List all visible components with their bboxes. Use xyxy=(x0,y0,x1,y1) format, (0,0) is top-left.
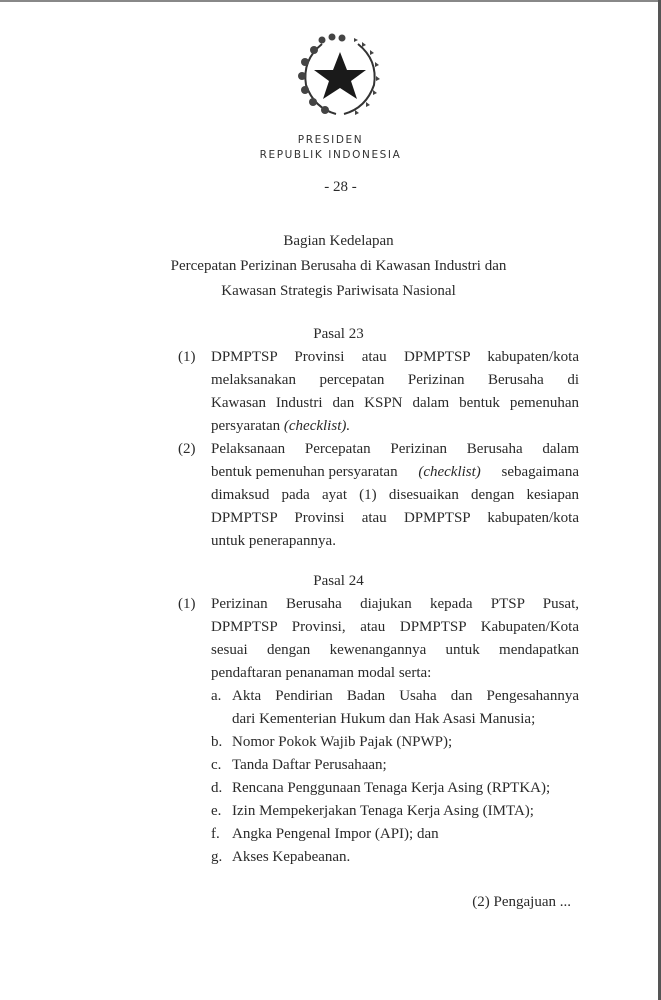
list-item xyxy=(211,800,579,823)
page-continuation: (2) Pengajuan ... xyxy=(472,894,571,910)
paragraph-number: (2) xyxy=(178,441,196,457)
section-subtitle-line: Percepatan Perizinan Berusaha di Kawasan Industri dan xyxy=(170,258,507,274)
header-presiden: PRESIDEN xyxy=(297,134,364,146)
page-number: - 28 - xyxy=(324,179,357,195)
paragraph-number: (1) xyxy=(178,596,196,612)
text-line: Perizinan Berusaha diajukan kepada PTSP Pusat, xyxy=(211,596,579,612)
paragraph-number: (1) xyxy=(178,349,196,365)
pasal-24-title: Pasal 24 xyxy=(313,573,364,589)
italic-term: (checklist) xyxy=(418,464,481,480)
text-line: Kawasan Industri dan KSPN dalam bentuk pemenuhan xyxy=(211,395,579,411)
text-line: melaksanakan percepatan Perizinan Berusaha di xyxy=(211,372,579,388)
list-label: e. xyxy=(211,803,222,819)
text-line: DPMPTSP Provinsi, atau DPMPTSP Kabupaten/Kota xyxy=(211,619,579,635)
list-label: b. xyxy=(211,734,223,750)
text-line: dimaksud pada ayat (1) disesuaikan dengan kesiapan xyxy=(211,487,579,503)
list-item-text: Izin Mempekerjakan Tenaga Kerja Asing (IMTA); xyxy=(232,803,534,819)
pasal-24-paragraph-1 xyxy=(178,593,579,685)
list-item xyxy=(211,731,579,754)
list-label: a. xyxy=(211,688,222,704)
document-body xyxy=(0,230,661,914)
italic-term: (checklist). xyxy=(283,418,351,434)
list-item xyxy=(211,846,579,869)
list-item-line: dari Kementerian Hukum dan Hak Asasi Manusia; xyxy=(232,711,536,727)
text-line: DPMPTSP Provinsi atau DPMPTSP kabupaten/kota xyxy=(211,510,579,526)
pasal-23-paragraph-1 xyxy=(178,346,579,438)
list-item xyxy=(211,685,579,731)
list-item-text: Angka Pengenal Impor (API); dan xyxy=(232,826,439,842)
header-republik-indonesia: REPUBLIK INDONESIA xyxy=(259,149,402,161)
scan-edge-top xyxy=(0,0,661,2)
pasal-23-paragraph-2 xyxy=(178,438,579,553)
list-label: c. xyxy=(211,757,222,773)
list-item-line: Akta Pendirian Badan Usaha dan Pengesahannya xyxy=(232,688,579,704)
list-item xyxy=(211,823,579,846)
pasal-23-title: Pasal 23 xyxy=(313,326,364,342)
list-item xyxy=(211,777,579,800)
list-item xyxy=(211,754,579,777)
text-line: Pelaksanaan Percepatan Perizinan Berusaha dalam xyxy=(211,441,579,457)
list-label: f. xyxy=(211,826,220,842)
list-label: d. xyxy=(211,780,223,796)
text-line: DPMPTSP Provinsi atau DPMPTSP kabupaten/kota xyxy=(211,349,579,365)
text: persyaratan xyxy=(211,418,284,434)
text-line xyxy=(211,461,579,484)
list-item-text: Nomor Pokok Wajib Pajak (NPWP); xyxy=(232,734,453,750)
text-line: sesuai dengan kewenangannya untuk mendapatkan xyxy=(211,642,579,658)
section-title: Bagian Kedelapan xyxy=(283,233,394,249)
text-line: pendaftaran penanaman modal serta: xyxy=(211,665,432,681)
text: bentuk pemenuhan persyaratan xyxy=(211,464,402,480)
section-subtitle-line: Kawasan Strategis Pariwisata Nasional xyxy=(221,283,456,299)
list-item-text: Akses Kepabeanan. xyxy=(232,849,351,865)
text-line xyxy=(211,415,579,438)
presidential-seal-emblem xyxy=(292,30,388,120)
list-item-text: Rencana Penggunaan Tenaga Kerja Asing (RPTKA); xyxy=(232,780,551,796)
list-label: g. xyxy=(211,849,223,865)
text-line: untuk penerapannya. xyxy=(211,533,336,549)
text: sebagaimana xyxy=(497,464,579,480)
list-item-text: Tanda Daftar Perusahaan; xyxy=(232,757,387,773)
